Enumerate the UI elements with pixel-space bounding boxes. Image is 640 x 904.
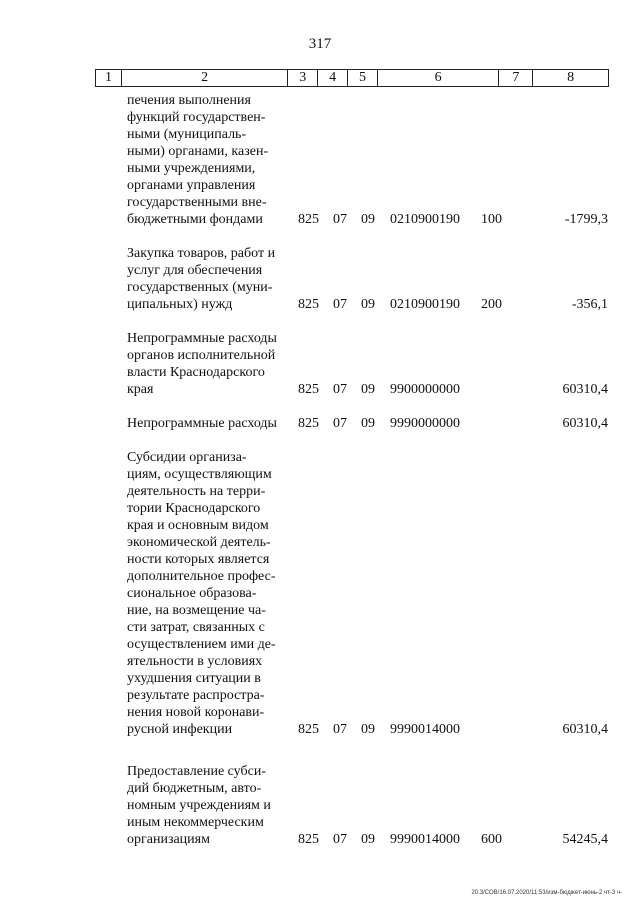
row-description — [127, 763, 287, 848]
header-col-7: 7 — [499, 70, 533, 86]
cell-subsection: 09 — [361, 832, 375, 847]
description-line: ными (муниципаль- — [127, 127, 247, 142]
cell-amount: 60310,4 — [562, 416, 608, 431]
cell-subsection: 09 — [361, 416, 375, 431]
description-line: тории Краснодарского — [127, 501, 261, 516]
row-description — [127, 415, 287, 432]
cell-target-article: 9990000000 — [390, 416, 460, 431]
table-header — [95, 69, 609, 87]
description-line: ние, на возмещение ча- — [127, 603, 266, 618]
description-line: номным учреждениям и — [127, 798, 271, 813]
description-line: Предоставление субси- — [127, 764, 266, 779]
description-line: русной инфекции — [127, 722, 233, 737]
description-line: деятельность на терри- — [127, 484, 266, 499]
description-line: органов исполнительной — [127, 348, 276, 363]
cell-expense-type: 200 — [481, 297, 502, 312]
cell-amount: -356,1 — [571, 297, 608, 312]
description-line: сиональное образова- — [127, 586, 257, 601]
cell-section: 07 — [333, 722, 347, 737]
cell-amount: 54245,4 — [562, 832, 608, 847]
page-number: 317 — [308, 36, 332, 52]
description-line: осуществлением ими де- — [127, 637, 276, 652]
description-line: дополнительное профес- — [127, 569, 276, 584]
cell-section: 07 — [333, 382, 347, 397]
cell-subsection: 09 — [361, 297, 375, 312]
description-line: результате распростра- — [127, 688, 265, 703]
description-line: ятельности в условиях — [127, 654, 263, 669]
cell-amount: 60310,4 — [562, 722, 608, 737]
cell-section: 07 — [333, 212, 347, 227]
cell-subsection: 09 — [361, 212, 375, 227]
description-line: органами управления — [127, 178, 256, 193]
cell-amount: 60310,4 — [562, 382, 608, 397]
description-line: государственных (муни- — [127, 280, 273, 295]
cell-target-article: 0210900190 — [390, 212, 460, 227]
description-line: ципальных) нужд — [127, 297, 233, 312]
header-col-3: 3 — [288, 70, 318, 86]
header-col-1: 1 — [96, 70, 122, 86]
cell-ministry: 825 — [298, 212, 319, 227]
cell-subsection: 09 — [361, 382, 375, 397]
description-line: Непрограммные расходы — [127, 416, 277, 431]
description-line: бюджетными фондами — [127, 212, 263, 227]
description-line: ухудшения ситуации в — [127, 671, 261, 686]
description-line: государственными вне- — [127, 195, 267, 210]
header-col-6: 6 — [378, 70, 500, 86]
row-description — [127, 92, 287, 228]
description-line: ности которых является — [127, 552, 270, 567]
description-line: печения выполнения — [127, 93, 251, 108]
row-description — [127, 245, 287, 313]
description-line: края — [127, 382, 154, 397]
description-line: дий бюджетным, авто- — [127, 781, 262, 796]
description-line: экономической деятель- — [127, 535, 271, 550]
cell-ministry: 825 — [298, 382, 319, 397]
row-description — [127, 449, 287, 738]
description-line: Закупка товаров, работ и — [127, 246, 276, 261]
cell-target-article: 9990014000 — [390, 832, 460, 847]
cell-target-article: 9900000000 — [390, 382, 460, 397]
header-col-4: 4 — [318, 70, 348, 86]
header-col-2: 2 — [122, 70, 288, 86]
cell-section: 07 — [333, 416, 347, 431]
cell-section: 07 — [333, 832, 347, 847]
row-description — [127, 330, 287, 398]
description-line: нения новой коронави- — [127, 705, 265, 720]
description-line: ными учреждениями, — [127, 161, 256, 176]
document-footer-code: 20.3/СОВ/16.07.2020/11:53/изм-бюджет-июнь-2 чт-3 ч- — [471, 890, 622, 896]
cell-ministry: 825 — [298, 416, 319, 431]
cell-target-article: 9990014000 — [390, 722, 460, 737]
cell-ministry: 825 — [298, 297, 319, 312]
description-line: иным некоммерческим — [127, 815, 264, 830]
description-line: власти Краснодарского — [127, 365, 265, 380]
description-line: сти затрат, связанных с — [127, 620, 265, 635]
description-line: циям, осуществляющим — [127, 467, 272, 482]
description-line: Непрограммные расходы — [127, 331, 277, 346]
cell-amount: -1799,3 — [564, 212, 608, 227]
description-line: организациям — [127, 832, 210, 847]
cell-ministry: 825 — [298, 722, 319, 737]
cell-expense-type: 100 — [481, 212, 502, 227]
header-col-5: 5 — [348, 70, 378, 86]
cell-subsection: 09 — [361, 722, 375, 737]
description-line: края и основным видом — [127, 518, 269, 533]
cell-ministry: 825 — [298, 832, 319, 847]
header-col-8: 8 — [567, 70, 575, 85]
cell-expense-type: 600 — [481, 832, 502, 847]
cell-target-article: 0210900190 — [390, 297, 460, 312]
description-line: Субсидии организа- — [127, 450, 247, 465]
cell-section: 07 — [333, 297, 347, 312]
description-line: функций государствен- — [127, 110, 266, 125]
description-line: ными) органами, казен- — [127, 144, 269, 159]
description-line: услуг для обеспечения — [127, 263, 263, 278]
